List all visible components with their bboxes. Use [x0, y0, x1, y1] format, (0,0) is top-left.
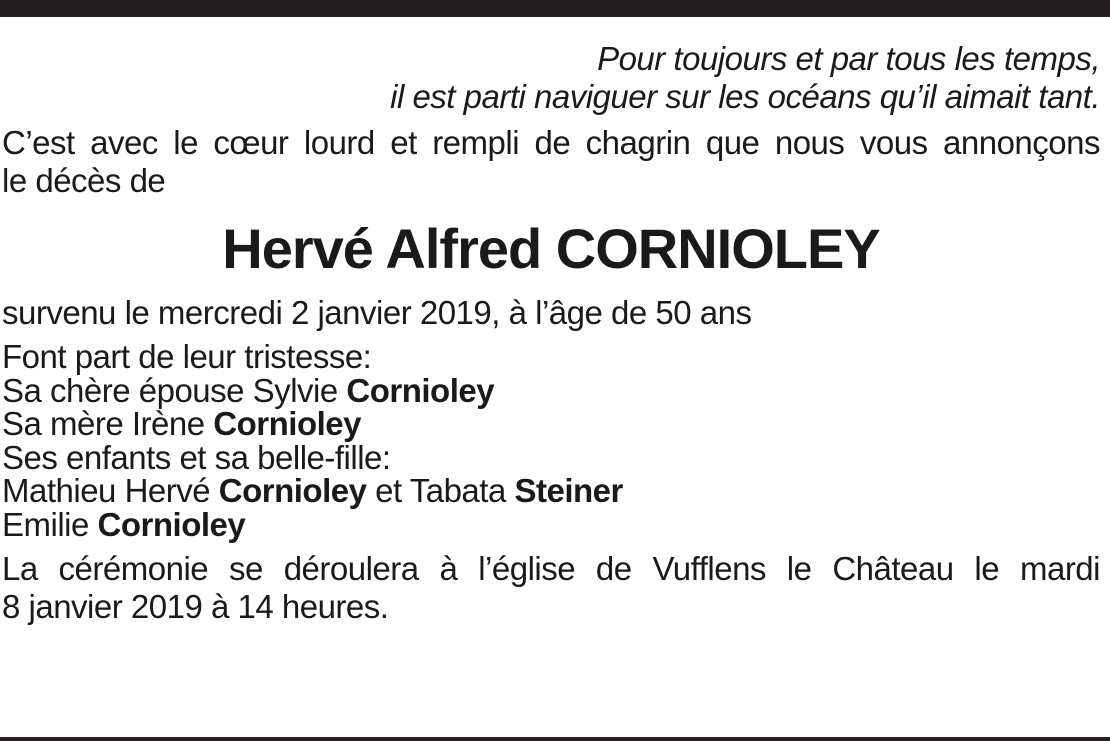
children-heading: Ses enfants et sa belle-fille: — [2, 438, 391, 476]
announcement-intro — [2, 124, 1100, 200]
ceremony-line-1: La cérémonie se déroulera à l’église de Vufflens le Château le mardi — [2, 550, 1100, 587]
son-connector: et Tabata — [366, 472, 515, 509]
ceremony-line-2: 8 janvier 2019 à 14 heures. — [2, 588, 389, 625]
family-row-son — [2, 474, 1100, 508]
family-row-wife — [2, 371, 1100, 409]
family-heading: Font part de leur tristesse: — [2, 338, 372, 375]
son-name: Mathieu Hervé — [2, 472, 219, 509]
son-surname: Cornioley — [218, 472, 367, 509]
obituary-notice — [2, 40, 1100, 626]
family-row-daughter — [2, 505, 1100, 543]
daughter-in-law-surname: Steiner — [514, 472, 623, 509]
mother-name: Sa mère Irène — [2, 405, 214, 442]
family-row-mother — [2, 407, 1100, 441]
ceremony-info — [2, 550, 1100, 626]
epigraph — [2, 40, 1100, 116]
epigraph-line-2: il est parti naviguer sur les océans qu’il aimait tant. — [390, 78, 1100, 115]
death-date-line: survenu le mercredi 2 janvier 2019, à l’âge de 50 ans — [2, 294, 752, 331]
epigraph-line-1: Pour toujours et par tous les temps, — [597, 40, 1100, 77]
deceased-name: Hervé Alfred CORNIOLEY — [222, 217, 880, 280]
intro-line-2: le décès de — [2, 162, 166, 199]
intro-line-1: C’est avec le cœur lourd et rempli de chagrin que nous vous annonçons — [2, 124, 1100, 161]
daughter-name: Emilie — [2, 505, 98, 543]
daughter-surname: Cornioley — [97, 505, 246, 543]
bottom-border-bar — [0, 737, 1110, 741]
mother-surname: Cornioley — [213, 405, 361, 442]
top-border-bar — [0, 0, 1110, 17]
family-list — [2, 340, 1100, 541]
wife-surname: Cornioley — [346, 371, 495, 409]
wife-name: Sa chère épouse Sylvie — [2, 371, 347, 409]
